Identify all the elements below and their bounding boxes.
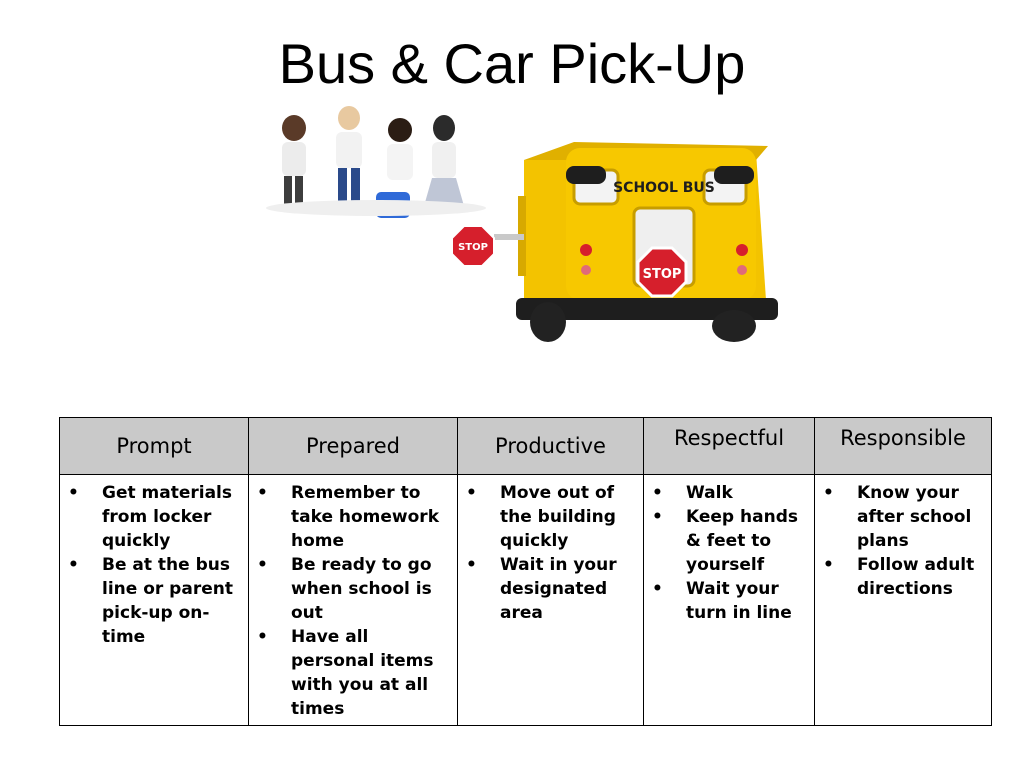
list-item: • Know your after school plans — [857, 481, 985, 553]
stop-sign-side — [452, 226, 524, 266]
cell-productive — [458, 475, 644, 726]
school-bus-sign: SCHOOL BUS — [613, 180, 715, 196]
school-bus — [516, 142, 778, 342]
cell-prompt — [60, 475, 249, 726]
cell-respectful — [644, 475, 815, 726]
stop-sign-rear — [638, 248, 686, 296]
header-productive: Productive — [458, 418, 644, 475]
table-header-row — [60, 418, 992, 475]
bus-and-children-photo — [256, 100, 778, 378]
list-item: • Have all personal items with you at all times — [291, 625, 451, 721]
header-responsible: Responsible — [815, 418, 992, 475]
slide-title: Bus & Car Pick-Up — [278, 32, 746, 95]
svg-text:STOP: STOP — [458, 242, 488, 253]
expectations-table — [59, 417, 992, 726]
list-item: • Wait your turn in line — [686, 577, 808, 625]
list-item: • Wait in your designated area — [500, 553, 637, 625]
cell-prepared — [249, 475, 458, 726]
header-prepared: Prepared — [249, 418, 458, 475]
list-item: • Be at the bus line or parent pick-up on-time — [102, 553, 242, 649]
list-item: • Keep hands & feet to yourself — [686, 505, 808, 577]
svg-text:STOP: STOP — [642, 267, 682, 282]
list-item: • Get materials from locker quickly — [102, 481, 242, 553]
child-figure-2 — [336, 106, 362, 202]
header-respectful: Respectful — [644, 418, 815, 475]
list-item: • Follow adult directions — [857, 553, 985, 601]
list-item: • Move out of the building quickly — [500, 481, 637, 553]
child-figure-1 — [282, 115, 306, 212]
table-row — [60, 475, 992, 726]
list-item: • Walk — [686, 481, 808, 505]
child-figure-4 — [424, 115, 464, 206]
header-prompt: Prompt — [60, 418, 249, 475]
cell-responsible — [815, 475, 992, 726]
list-item: • Be ready to go when school is out — [291, 553, 451, 625]
list-item: • Remember to take homework home — [291, 481, 451, 553]
